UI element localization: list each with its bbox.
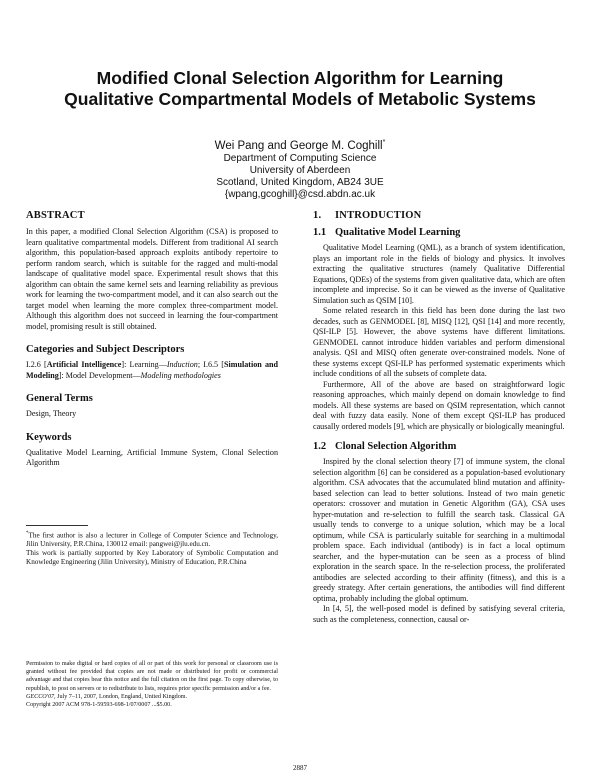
- general-terms-text: Design, Theory: [26, 409, 77, 418]
- intro-paragraph-3: Furthermore, All of the above are based on straightforward logic reasoning approaches, which mainly depend on domain knowledge to find models. All these systems are based on QSIM representation, which cannot deal with fuzzy data easily. None of them except QSI-ILP has produced causally ordered models [9], which are physically or biologically meaningful.: [313, 379, 565, 431]
- copyright-permission: Permission to make digital or hard copies of all or part of this work for personal or classroom use is granted without fee provided that copies are not made or distributed for profit or commercial advantage and that copies bear this notice and the full citation on the first page. To copy otherwise, to republish, to post on servers or to redistribute to lists, requires prior specific permission and/or a fee.: [26, 661, 278, 692]
- footnote-affiliation: *The first author is also a lecturer in College of Computer Science and Technology, Jilin University, P.R.China, 130012 email: pangwei@jlu.edu.cn.: [26, 530, 278, 548]
- author-names: Wei Pang and George M. Coghill: [214, 139, 383, 152]
- copyright-venue: GECCO'07, July 7–11, 2007, London, England, United Kingdom.: [26, 693, 188, 700]
- intro-paragraph-2: Some related research in this field has been done during the last two decades, such as GENMODEL [8], MISQ [12], QSI [14] and more recently, QSI-ILP [5]. However, the above systems have different limitations. GENMODEL cannot introduce hidden variables and perform dimensional analysis. QSI and MISQ often generate over-constrained models. None of these systems except QSI-ILP has performed systematic experiments which include conditions of all the subsets of complete data.: [313, 306, 565, 378]
- page-number: 2887: [293, 764, 307, 772]
- footnote-funding: This work is partially supported by Key Laboratory of Symbolic Computation and Knowledge Engineering (Jilin University), Ministry of Education, P.R.China: [26, 548, 278, 566]
- right-column: [313, 210, 565, 625]
- footnote-rule: [26, 525, 88, 526]
- title-line-2: Qualitative Compartmental Models of Metabolic Systems: [64, 89, 536, 109]
- title-line-1: Modified Clonal Selection Algorithm for Learning: [96, 68, 504, 88]
- author-address: Scotland, United Kingdom, AB24 3UE: [216, 176, 384, 188]
- intro-paragraph-5: In [4, 5], the well-posed model is defined by satisfying several criteria, such as the completeness, connection, causal or-: [313, 604, 565, 624]
- intro-paragraph-4: Inspired by the clonal selection theory [7] of immune system, the clonal selection algorithm [6] can be considered as a population-based evolutionary algorithm. CSA advocates that the accumulated blind mutation and affinity-based selection can lead to better solutions. Instead of two main genetic operators: crossover and mutation in Genetic Algorithm (GA), CSA uses hyper-mutation and re-selection to fulfill the search task. Classical GA usually tends to converge to a unique solution, which may be a local optimum, while CSA is particularly suitable for searching in a multimodal problem space. Each individual (antibody) is in fact a local optimum searcher, and the hyper-mutation can be seen as a process of blind exploration in the search space. In the re-selection process, the proliferated antibodies are selected according to their affinity (fitness), and this is a greedy strategy. After certain generations, the antibodies will find different optima, probably including the global optimum.: [313, 457, 565, 603]
- author-department: Department of Computing Science: [223, 152, 377, 164]
- categories-text: I.2.6 [Artificial Intelligence]: Learning—Induction; I.6.5 [Simulation and Modeling]: Model Development—Modeling methodologies: [26, 360, 278, 380]
- copyright-line: Copyright 2007 ACM 978-1-59593-698-1/07/0007 ...$5.00.: [26, 702, 172, 709]
- abstract-heading: ABSTRACT: [26, 210, 85, 221]
- categories-heading: Categories and Subject Descriptors: [26, 344, 185, 355]
- abstract-text: In this paper, a modified Clonal Selection Algorithm (CSA) is proposed to learn qualitative compartmental models. Different from traditional AI search algorithm, this population-based approach exploits antibody repertoire to perform random search, which is suitable for the ragged and multi-modal landscape of qualitative model space. Experimental result shows that this algorithm can obtain the same kernel sets and learning reliability as previous work for learning the two-compartment model, and it can also search out the target model when learning the more complex three-compartment model. Although this algorithm does not succeed in learning the four-compartment model, promising result is still obtained.: [26, 227, 278, 331]
- keywords-heading: Keywords: [26, 431, 72, 443]
- introduction-heading: 1. INTRODUCTION: [313, 210, 422, 221]
- keywords-text: Qualitative Model Learning, Artificial Immune System, Clonal Selection Algorithm: [26, 447, 278, 467]
- subsection-qml-heading: 1.1 Qualitative Model Learning: [313, 227, 461, 238]
- intro-paragraph-1: Qualitative Model Learning (QML), as a branch of system identification, plays an important role in the fields of biology and physics. It involves extracting the qualitative structures (namely Qualitative Differential Equations, QDEs) of the systems from given qualitative data, which are often incomplete and imprecise. So it can be viewed as the inverse of Qualitative Simulation such as QSIM [10].: [313, 243, 565, 305]
- paper-title: [40, 68, 560, 110]
- author-university: University of Aberdeen: [249, 164, 351, 176]
- author-footnote-mark: *: [382, 139, 386, 146]
- copyright-notice: [26, 660, 278, 709]
- author-block: [150, 136, 450, 201]
- left-column: [26, 210, 278, 567]
- author-email: {wpang,gcoghill}@csd.abdn.ac.uk: [224, 188, 376, 200]
- subsection-csa-heading: 1.2 Clonal Selection Algorithm: [313, 441, 457, 452]
- general-terms-heading: General Terms: [26, 393, 93, 404]
